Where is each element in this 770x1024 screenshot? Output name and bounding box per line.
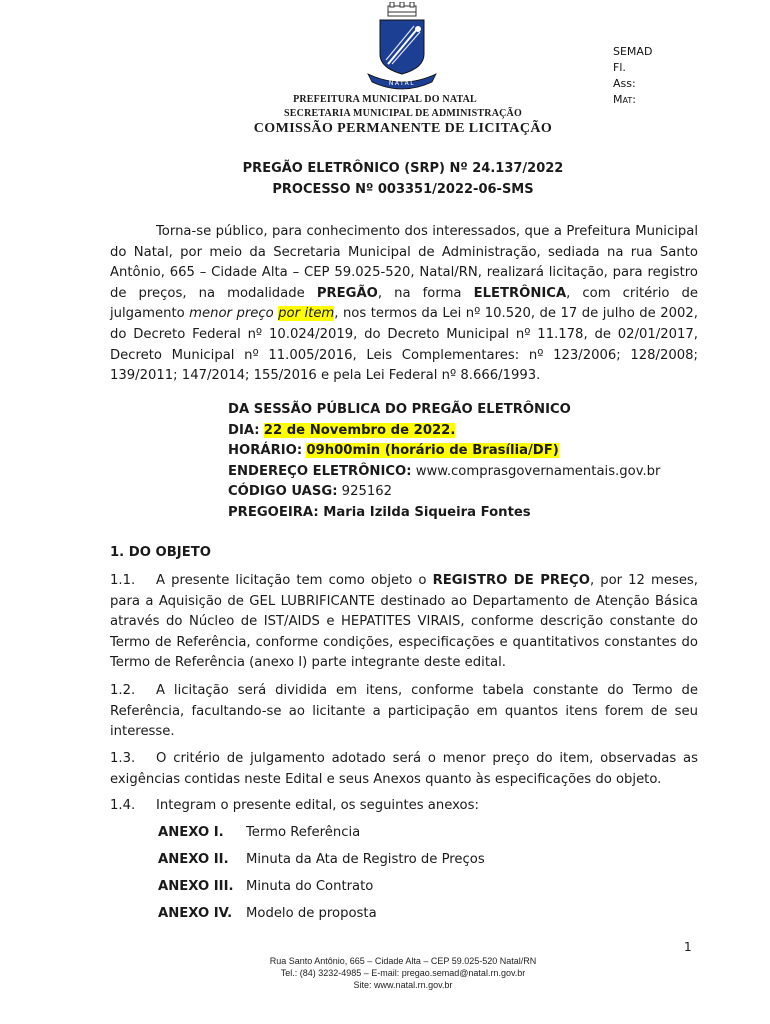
annex-key: ANEXO II. [158, 852, 229, 867]
annex-item [158, 825, 360, 840]
paragraph-1-3-number: 1.3. [110, 751, 136, 766]
header-prefeitura: PREFEITURA MUNICIPAL DO NATAL [293, 94, 477, 105]
page-number: 1 [684, 940, 692, 954]
paragraph-1-1-bold: REGISTRO DE PREÇO [432, 573, 590, 588]
annex-value: Modelo de proposta [246, 906, 377, 921]
header-comissao: COMISSÃO PERMANENTE DE LICITAÇÃO [253, 121, 553, 136]
intro-text-4: , nos termos da Lei nº 10.520, de 17 de julho de 2002, do Decreto Federal nº 10.024/2019, do Decreto Municipal nº 11.178, de 02/01/2017, Decreto Municipal nº 11.005/2016, Leis Complementares: nº 123/2006; 128/2008; 139/2011; 147/2014; 155/2016 e pela Lei Federal nº 8.666/1993. [110, 306, 698, 384]
intro-text-3: , com critério de julgamento [110, 285, 698, 322]
session-pregoeira: PREGOEIRA: Maria Izilda Siqueira Fontes [228, 504, 531, 520]
footer-contact: Tel.: (84) 3232-4985 – E-mail: pregao.semad@natal.rn.gov.br [280, 968, 526, 978]
paragraph-1-1-number: 1.1. [110, 573, 136, 588]
paragraph-1-1-text-a: A presente licitação tem como objeto o [156, 573, 433, 588]
session-horario-value: 09h00min (horário de Brasília/DF) [306, 443, 559, 459]
session-dia-label: DIA: [228, 422, 260, 438]
annex-key: ANEXO IV. [158, 906, 233, 921]
header-secretaria: SECRETARIA MUNICIPAL DE ADMINISTRAÇÃO [284, 108, 522, 119]
footer-address: Rua Santo Antônio, 665 – Cidade Alta – CEP 59.025-520 Natal/RN [269, 956, 537, 966]
session-info-block [228, 400, 660, 524]
stamp-line-ass: Ass: [613, 77, 636, 90]
intro-bold-pregao: PREGÃO [316, 285, 378, 301]
paragraph-1-2-number: 1.2. [110, 683, 136, 698]
paragraph-1-4 [110, 796, 698, 817]
annex-key: ANEXO III. [158, 879, 234, 894]
paragraph-1-3-text: O critério de julgamento adotado será o menor preço do item, observadas as exigências contidas neste Edital e seus Anexos quanto às especificações do objeto. [110, 751, 698, 787]
session-codigo-value: 925162 [337, 484, 393, 500]
doc-title-pregao: PREGÃO ELETRÔNICO (SRP) Nº 24.137/2022 [242, 161, 564, 176]
paragraph-1-1 [110, 571, 698, 674]
stamp-line-semad: SEMAD [613, 45, 653, 58]
annex-value: Minuta do Contrato [246, 879, 374, 894]
session-dia-value: 22 de Novembro de 2022. [263, 422, 456, 438]
footer-site: Site: www.natal.rn.gov.br [353, 980, 453, 990]
session-heading: DA SESSÃO PÚBLICA DO PREGÃO ELETRÔNICO [228, 402, 571, 417]
annex-item [158, 852, 485, 867]
session-endereco-label: ENDEREÇO ELETRÔNICO: [228, 463, 412, 479]
paragraph-1-4-number: 1.4. [110, 798, 136, 813]
annex-item [158, 906, 377, 921]
session-codigo-label: CÓDIGO UASG: [228, 484, 338, 500]
doc-title-processo: PROCESSO Nº 003351/2022-06-SMS [272, 182, 534, 197]
crest-ribbon-text: NATAL [388, 80, 416, 87]
stamp-line-mat: Mat: [613, 93, 636, 106]
natal-coat-of-arms-icon [366, 2, 438, 92]
intro-italic-menor-preco: menor preço [189, 306, 279, 322]
paragraph-1-3 [110, 749, 698, 790]
intro-text-1: Torna-se público, para conhecimento dos interessados, que a Prefeitura Municipal do Natal, por meio da Secretaria Municipal de Administração, sediada na rua Santo Antônio, 665 – Cidade Alta – CEP 59.025-520, Natal/RN, realizará licitação, para registro de preços, na modalidade [110, 224, 698, 301]
stamp-line-fl: Fl. [613, 61, 626, 74]
annex-item [158, 879, 373, 894]
paragraph-1-1-text-c: , por 12 meses, para a Aquisição de GEL LUBRIFICANTE destinado ao Departamento de Atenção Básica através do Núcleo de IST/AIDS e HEPATITES VIRAIS, conforme descrição constante do Termo de Referência, conforme condições, especificações e quantitativos constantes do Termo de Referência (anexo I) parte integrante deste edital. [110, 573, 698, 671]
paragraph-1-4-text: Integram o presente edital, os seguintes anexos: [156, 798, 479, 813]
section-1-heading: 1. DO OBJETO [110, 545, 211, 560]
annex-value: Minuta da Ata de Registro de Preços [246, 852, 485, 867]
annex-key: ANEXO I. [158, 825, 224, 840]
intro-text-2: , na forma [377, 285, 474, 301]
page-footer [0, 955, 770, 991]
paragraph-1-2-text: A licitação será dividida em itens, conforme tabela constante do Termo de Referência, facultando-se ao licitante a participação em quantos itens forem de seu interesse. [110, 683, 698, 740]
session-endereco-value: www.comprasgovernamentais.gov.br [411, 463, 661, 479]
intro-bold-eletronica: ELETRÔNICA [473, 285, 567, 301]
annex-value: Termo Referência [246, 825, 361, 840]
session-horario-label: HORÁRIO: [228, 443, 303, 459]
intro-italic-por-item: por item [278, 306, 335, 322]
intro-paragraph [110, 222, 698, 387]
paragraph-1-2 [110, 681, 698, 743]
